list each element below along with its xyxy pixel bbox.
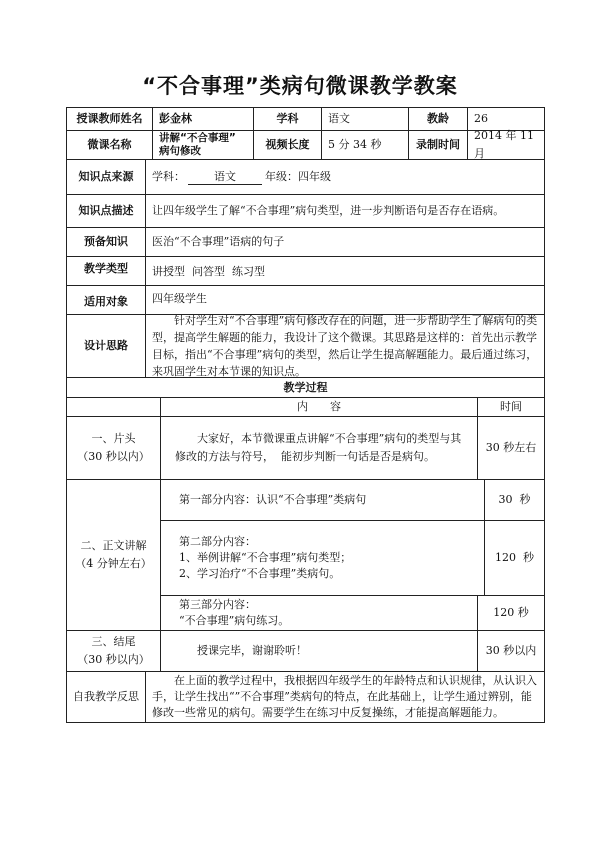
- prereq-label: 预备知识: [66, 227, 146, 257]
- source-label: 知识点来源: [66, 159, 146, 195]
- part1-content: 第一部分内容：认识“不合事理”类病句: [160, 479, 485, 521]
- part2-title: 第二部分内容：: [179, 535, 256, 548]
- section-main-limit: （4 分钟左右）: [75, 557, 152, 570]
- record-label: 录制时间: [408, 130, 468, 160]
- section-intro-limit: （30 秒以内）: [77, 450, 150, 463]
- section-end-limit: （30 秒以内）: [77, 653, 150, 666]
- part2-content: [160, 520, 485, 596]
- source-value: [145, 159, 545, 195]
- section-intro-text: 大家好，本节微课重点讲解“不合事理”病句的类型与其修改的方法与符号， 能初步判断一句话是否是病句。: [175, 432, 462, 463]
- reflection-content: [145, 671, 545, 723]
- process-header-time: 时间: [477, 397, 545, 417]
- design-text: 针对学生对“不合事理”病句修改存在的问题，进一步帮助学生了解病句的类型，提高学生解题的能力，我设计了这个微课。其思路是这样的：首先出示教学目标，指出“不合事理”病句的类型，然后让学生提高解题能力。最后通过练习，来巩固学生对本节课的知识点。: [152, 314, 538, 378]
- source-subject: 语文: [188, 170, 262, 185]
- section-end-text: 授课完毕，谢谢聆听！: [197, 644, 307, 657]
- prereq-value: 医治“不合事理”语病的句子: [145, 227, 545, 257]
- duration-value: 5 分 34 秒: [321, 130, 409, 160]
- design-label: 设计思路: [66, 314, 146, 378]
- section-end-title: 三、结尾: [91, 635, 136, 648]
- section-intro-content: [160, 416, 478, 480]
- age-label: 教龄: [408, 107, 468, 131]
- part3-title: 第三部分内容：: [179, 598, 256, 611]
- section-intro-time: 30 秒左右: [477, 416, 545, 480]
- type-label: 教学类型: [66, 256, 146, 286]
- source-grade: 年级：四年级: [265, 170, 331, 183]
- subject-value: 语文: [321, 107, 409, 131]
- process-header-content: 内 容: [160, 397, 478, 417]
- reflection-text: 在上面的教学过程中，我根据四年级学生的年龄特点和认识规律，从认识入手，让学生找出“”不合事理”类病句的特点，在此基础上，让学生通过辨别，能修改一些常见的病句。需要学生在练习中反复操练，才能提高解题能力。: [152, 674, 537, 719]
- course-name-line2: 病句修改: [159, 145, 201, 157]
- part3-item: “不合事理”病句练习。: [179, 614, 290, 627]
- section-end-label: [66, 630, 161, 672]
- section-main-label: [66, 479, 161, 631]
- course-label: 微课名称: [66, 130, 153, 160]
- section-end-content: [160, 630, 478, 672]
- desc-label: 知识点描述: [66, 194, 146, 228]
- process-header-blank: [66, 397, 161, 417]
- section-intro-title: 一、片头: [91, 432, 136, 445]
- page-title: “不合事理”类病句微课教学教案: [142, 74, 458, 98]
- desc-value: 让四年级学生了解“不合事理”病句类型，进一步判断语句是否存在语病。: [145, 194, 545, 228]
- source-subject-prefix: 学科：: [152, 170, 185, 183]
- part2-time: 120 秒: [484, 520, 545, 596]
- part1-time: 30 秒: [484, 479, 545, 521]
- target-label: 适用对象: [66, 285, 146, 315]
- part2-item2: 2、学习治疗“不合事理”类病句。: [179, 567, 341, 580]
- duration-label: 视频长度: [253, 130, 322, 160]
- teacher-name: 彭金林: [152, 107, 254, 131]
- course-name-line1: 讲解“不合事理”: [159, 132, 236, 144]
- section-main-title: 二、正文讲解: [80, 539, 147, 552]
- section-intro-label: [66, 416, 161, 480]
- part3-time: 120 秒: [477, 595, 545, 631]
- part2-item1: 1、举例讲解“不合事理”病句类型；: [179, 551, 352, 564]
- reflection-label: 自我教学反思: [66, 671, 146, 723]
- age-value: 26: [467, 107, 545, 131]
- part3-content: [160, 595, 478, 631]
- type-value: 讲授型 问答型 练习型: [145, 256, 545, 286]
- target-value: 四年级学生: [145, 285, 545, 315]
- section-end-time: 30 秒以内: [477, 630, 545, 672]
- record-value: 2014 年 11 月: [467, 130, 545, 160]
- process-heading: 教学过程: [66, 377, 545, 398]
- teacher-label: 授课教师姓名: [66, 107, 153, 131]
- course-name: [152, 130, 254, 160]
- design-value: [145, 314, 545, 378]
- subject-label: 学科: [253, 107, 322, 131]
